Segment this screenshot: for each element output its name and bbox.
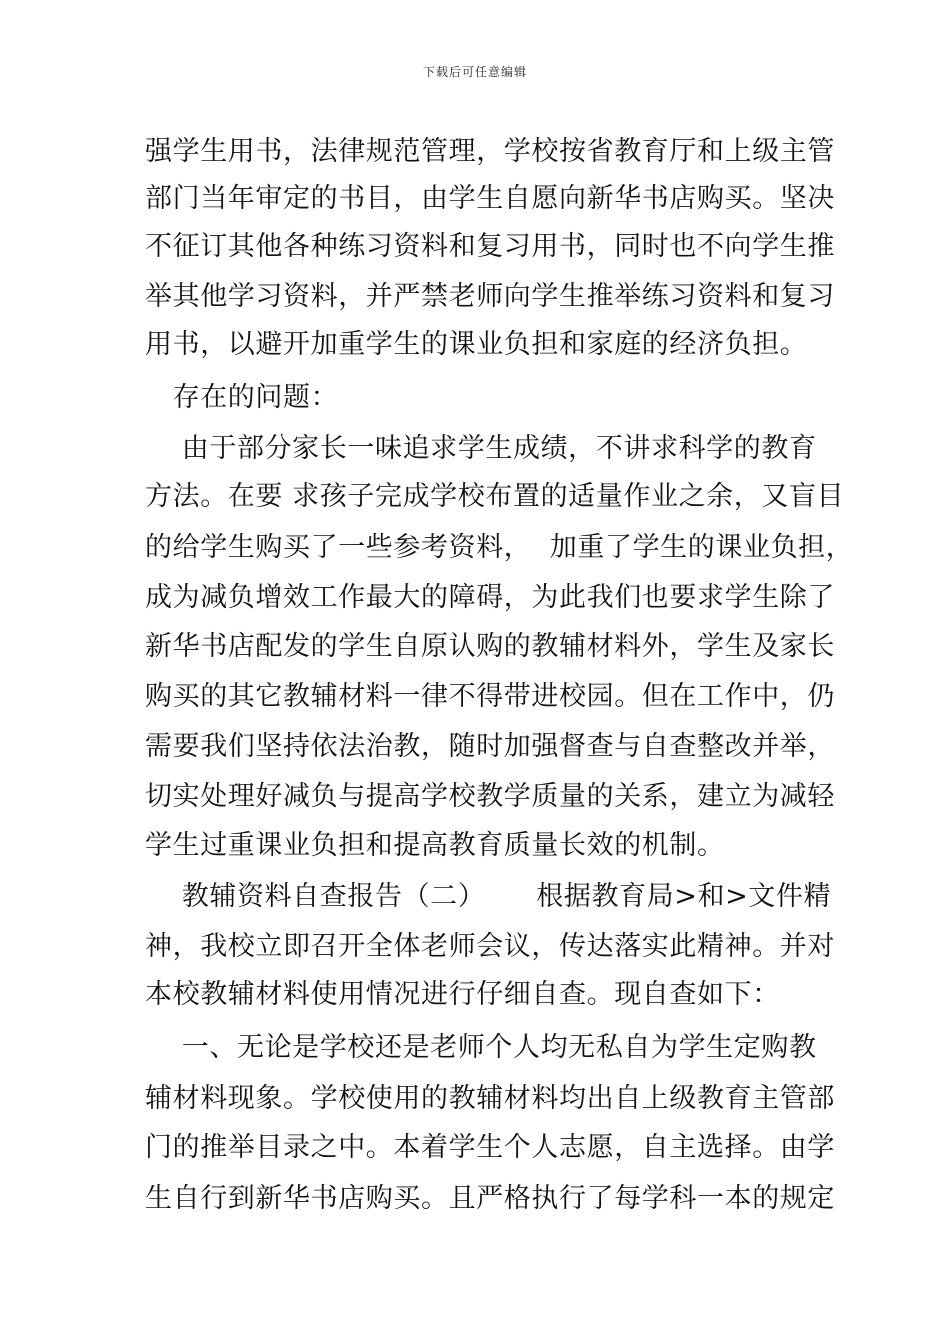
body-line: 学生过重课业负担和提高教育质量长效的机制。: [145, 830, 725, 861]
section-heading: 存在的问题：: [145, 382, 339, 413]
body-line: 的给学生购买了一些参考资料， 加重了学生的课业负担，: [145, 532, 854, 563]
body-line: 生自行到新华书店购买。且严格执行了每学科一本的规定: [145, 1183, 835, 1214]
body-line: 由于部分家长一味追求学生成绩，不讲求科学的教育: [145, 433, 817, 464]
body-line: 不征订其他各种练习资料和复习用书，同时也不向学生推: [145, 231, 835, 262]
body-line: 强学生用书，法律规范管理，学校按省教育厅和上级主管: [145, 136, 835, 167]
body-line: 门的推举目录之中。本着学生个人志愿，自主选择。由学: [145, 1132, 835, 1163]
body-line: 神，我校立即召开全体老师会议，传达落实此精神。并对: [145, 931, 835, 962]
body-line: 本校教辅材料使用情况进行仔细自查。现自查如下：: [145, 979, 780, 1010]
body-line: 教辅资料自查报告（二） 根据教育局>和>文件精: [145, 881, 832, 912]
body-line: 切实处理好减负与提高学校教学质量的关系，建立为减轻: [145, 781, 835, 812]
body-line: 部门当年审定的书目，由学生自愿向新华书店购买。坚决: [145, 183, 835, 214]
body-line: 购买的其它教辅材料一律不得带进校园。但在工作中，仍: [145, 681, 835, 712]
body-line: 新华书店配发的学生自原认购的教辅材料外，学生及家长: [145, 631, 835, 662]
body-line: 需要我们坚持依法治教，随时加强督查与自查整改并举，: [145, 731, 835, 762]
body-line: 用书，以避开加重学生的课业负担和家庭的经济负担。: [145, 329, 808, 360]
body-line: 成为减负增效工作最大的障碍，为此我们也要求学生除了: [145, 582, 835, 613]
body-line: 辅材料现象。学校使用的教辅材料均出自上级教育主管部: [145, 1083, 835, 1114]
body-line: 举其他学习资料，并严禁老师向学生推举练习资料和复习: [145, 281, 835, 312]
body-line: 一、无论是学校还是老师个人均无私自为学生定购教: [145, 1032, 817, 1063]
page-header: 下载后可任意编辑: [422, 65, 527, 79]
body-line: 方法。在要 求孩子完成学校布置的适量作业之余，又盲目: [145, 481, 845, 512]
